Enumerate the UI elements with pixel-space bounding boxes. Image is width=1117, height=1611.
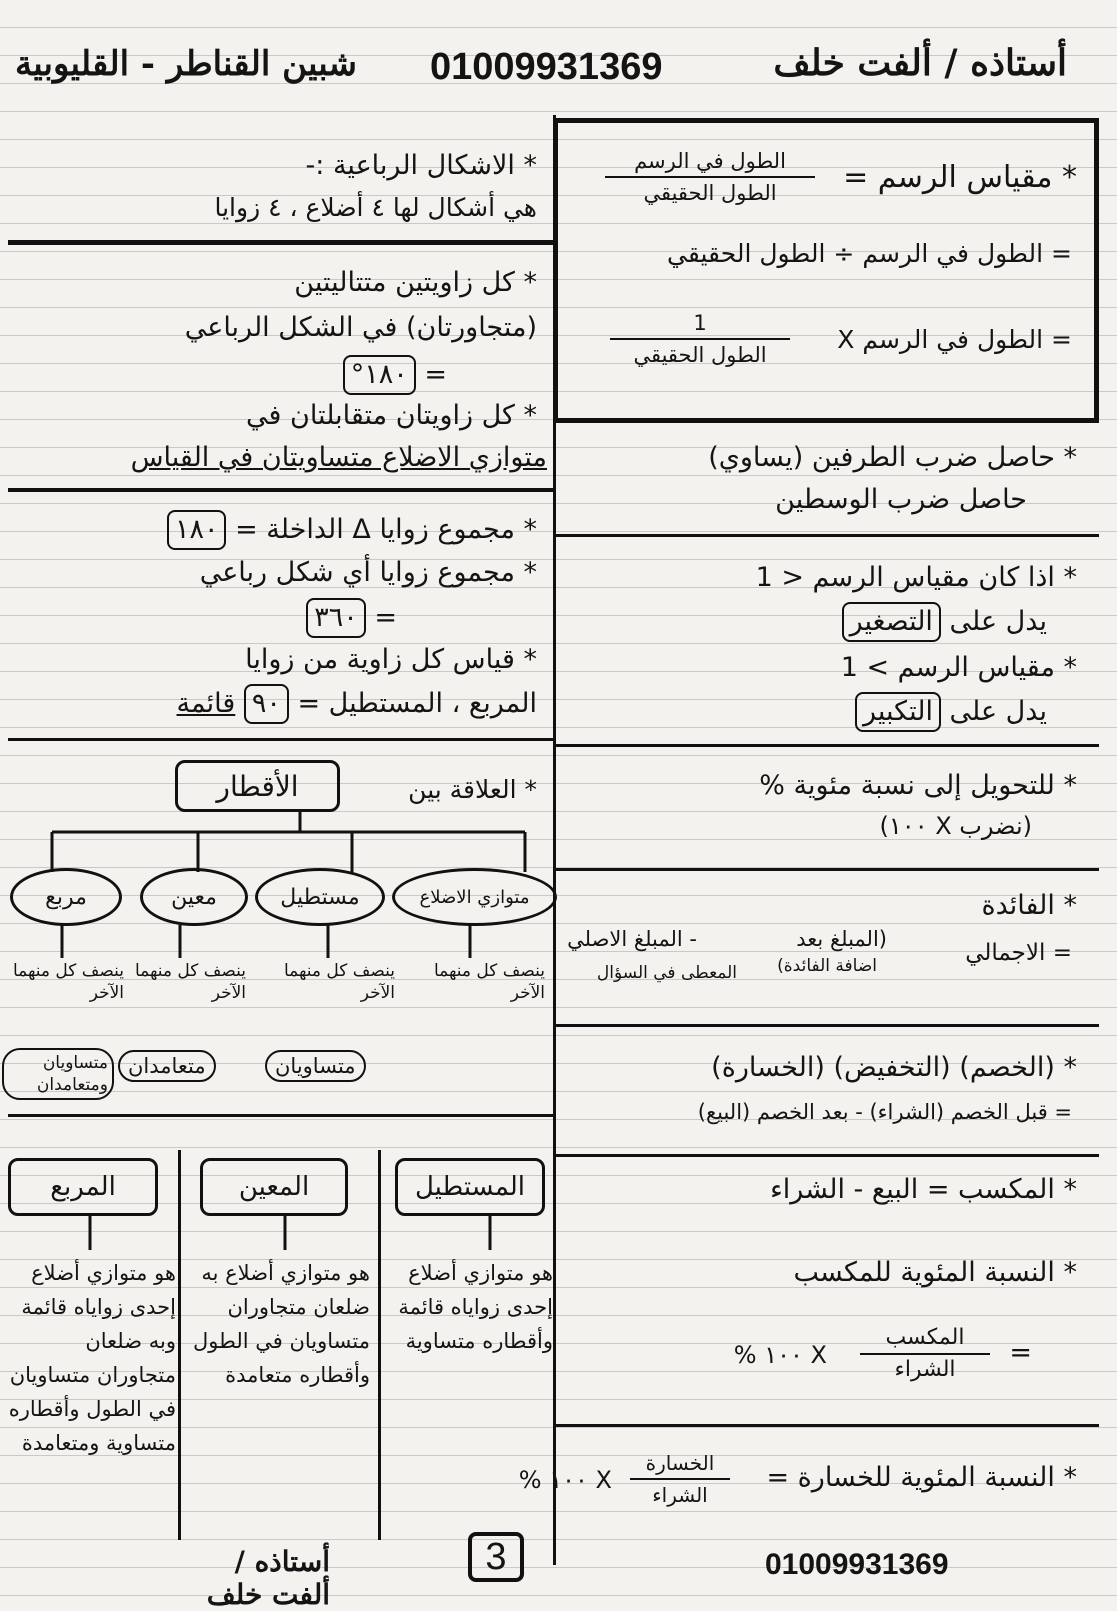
rectangle-heading: المستطيل [395, 1158, 545, 1216]
diagonals-title: * العلاقة بين [408, 775, 537, 804]
square-angle-label: المربع ، المستطيل = [297, 688, 537, 719]
square-oval: مربع [10, 868, 122, 926]
scale-multiply: = الطول في الرسم X [837, 325, 1072, 354]
rectangle-result: متساويان [265, 1050, 366, 1082]
percent-line2: (نضرب X ١٠٠) [879, 812, 1032, 840]
opp-line2: متوازي الاضلاع متساويتان في القياس [130, 442, 547, 473]
square-heading: المربع [8, 1158, 158, 1216]
scale-division: = الطول في الرسم ÷ الطول الحقيقي [667, 239, 1072, 268]
profit-formula: * المكسب = البيع - الشراء [770, 1174, 1077, 1205]
divider [8, 1114, 553, 1117]
quad-sum-label: * مجموع زوايا أي شكل رباعي [199, 557, 537, 588]
scale-less-prefix: يدل على [949, 606, 1047, 637]
rectangle-oval: مستطيل [255, 868, 385, 926]
profit-numerator: المكسب [885, 1325, 965, 1350]
header-teacher: أستاذه / ألفت خلف [773, 42, 1067, 84]
rhombus-oval: معين [140, 868, 248, 926]
header-location: شبين القناطر - القليوبية [15, 44, 357, 84]
profit-denominator: الشراء [894, 1357, 956, 1382]
square-description: هو متوازي أضلاع إحدى زواياه قائمة وبه ضلعان متجاوران متساويان في الطول وأقطاره متساوية ومتعامدة [8, 1261, 176, 1455]
profit-equals: = [1009, 1337, 1032, 1368]
square-angle-value: ٩٠ [244, 684, 289, 724]
scale-denominator: الطول الحقيقي [643, 181, 777, 205]
interest-title: * الفائدة [981, 890, 1077, 921]
interest-principal: - المبلغ الاصلي [567, 927, 697, 951]
shapes-divider-1 [378, 1150, 381, 1540]
loss-numerator: الخسارة [645, 1451, 715, 1475]
parallelogram-property: ينصف كل منهما الآخر [433, 961, 545, 1003]
footer-phone: 01009931369 [765, 1548, 949, 1581]
triangle-sum-label: * مجموع زوايا Δ الداخلة = [235, 514, 537, 545]
quad-sum-value: ٣٦٠ [306, 598, 366, 638]
interest-principal-note: المعطى في السؤال [596, 963, 737, 983]
cross-product-line2: حاصل ضرب الوسطين [775, 484, 1027, 515]
discount-title: * (الخصم) (التخفيض) (الخسارة) [711, 1052, 1077, 1083]
rhombus-result: متعامدان [118, 1050, 216, 1082]
percent-line1: * للتحويل إلى نسبة مئوية % [759, 770, 1077, 801]
cross-product-line1: * حاصل ضرب الطرفين (يساوي) [708, 442, 1077, 473]
loss-title: * النسبة المئوية للخسارة = [766, 1462, 1077, 1493]
scale-real-length: الطول الحقيقي [633, 343, 767, 367]
scale-one: 1 [693, 311, 707, 335]
square-result: متساويان ومتعامدان [2, 1048, 114, 1100]
opp-line1: * كل زاويتان متقابلتان في [246, 400, 537, 431]
rectangle-property: ينصف كل منهما الآخر [283, 961, 395, 1003]
interest-after: (المبلغ بعد [796, 927, 887, 951]
diagonals-box: الأقطار [175, 760, 340, 812]
scale-more-prefix: يدل على [949, 696, 1047, 727]
header-phone: 01009931369 [430, 46, 663, 88]
consec-line1: * كل زاويتين متتاليتين [294, 267, 537, 298]
rhombus-heading: المعين [200, 1158, 348, 1216]
quad-sum-equals: = [374, 602, 397, 633]
consec-equals: = [424, 359, 447, 390]
parallelogram-oval: متوازي الاضلاع [392, 868, 557, 926]
profit-times: X ١٠٠ % [733, 1341, 827, 1369]
triangle-sum-value: ١٨٠ [167, 510, 227, 550]
square-property: ينصف كل منهما الآخر [12, 961, 124, 1003]
profit-percent-title: * النسبة المئوية للمكسب [793, 1257, 1077, 1288]
rectangle-description: هو متوازي أضلاع إحدى زواياه قائمة وأقطاره متساوية [398, 1261, 553, 1353]
scale-less-result: التصغير [842, 602, 941, 642]
square-angle-word: قائمة [176, 688, 236, 719]
scale-numerator: الطول في الرسم [634, 149, 786, 173]
square-angle-line1: * قياس كل زاوية من زوايا [245, 644, 537, 675]
loss-denominator: الشراء [652, 1483, 708, 1507]
discount-formula: = قبل الخصم (الشراء) - بعد الخصم (البيع) [697, 1100, 1072, 1124]
consec-line2: (متجاورتان) في الشكل الرباعي [184, 312, 537, 343]
footer-teacher: أستاذه / ألفت خلف [206, 1545, 330, 1611]
rhombus-description: هو متوازي أضلاع به ضلعان متجاوران متساويان في الطول وأقطاره متعامدة [193, 1261, 370, 1387]
page-number: 3 [468, 1532, 524, 1582]
interest-added: اضافة الفائدة) [777, 956, 877, 976]
interest-total: = الاجمالي [965, 940, 1072, 966]
consec-value: ١٨٠° [343, 355, 416, 395]
scale-title: * مقياس الرسم = [843, 160, 1077, 195]
loss-times: X ١٠٠ % [518, 1466, 612, 1494]
rhombus-property: ينصف كل منهما الآخر [134, 961, 246, 1003]
scale-less-line1: * اذا كان مقياس الرسم < 1 [755, 562, 1077, 593]
quad-title: * الاشكال الرباعية :- [305, 150, 537, 181]
shapes-divider-2 [178, 1150, 181, 1540]
scale-more-result: التكبير [855, 692, 941, 732]
quad-def: هي أشكال لها ٤ أضلاع ، ٤ زوايا [214, 193, 537, 222]
scale-more-line1: * مقياس الرسم > 1 [840, 652, 1077, 683]
